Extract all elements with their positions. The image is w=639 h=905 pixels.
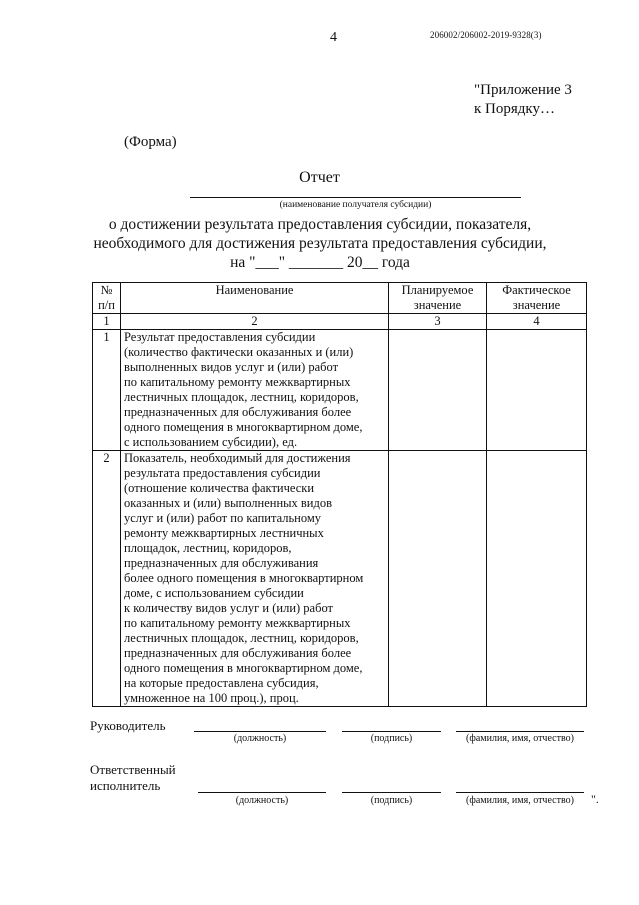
table-column-numbers-row bbox=[93, 314, 587, 330]
report-title: Отчет bbox=[299, 169, 340, 186]
description-line: одного помещения в многоквартирном доме, bbox=[124, 420, 363, 434]
subtitle-line-1: о достижении результата предоставления субсидии, показателя, bbox=[108, 216, 532, 233]
row-number: 2 bbox=[93, 451, 121, 707]
head-label: Руководитель bbox=[90, 718, 166, 733]
header-actual: Фактическое значение bbox=[487, 283, 587, 314]
executor-position-caption: (должность) bbox=[235, 795, 289, 806]
header-number: № п/п bbox=[93, 283, 121, 314]
description-line: услуг и (или) работ по капитальному bbox=[124, 511, 322, 525]
report-subtitle bbox=[60, 215, 580, 272]
description-line: оказанных и (или) выполненных видов bbox=[124, 496, 333, 510]
executor-signature-caption: (подпись) bbox=[370, 795, 413, 806]
description-line: к количеству видов услуг и (или) работ bbox=[124, 601, 334, 615]
document-id: 206002/206002-2019-9328(3) bbox=[430, 30, 542, 40]
description-line: выполненных видов услуг и (или) работ bbox=[124, 360, 339, 374]
report-table bbox=[92, 282, 587, 707]
recipient-name-line bbox=[190, 197, 521, 198]
appendix-line-1: "Приложение 3 bbox=[474, 82, 572, 98]
executor-signature-line bbox=[342, 792, 441, 793]
description-line: умноженное на 100 проц.), проц. bbox=[124, 691, 299, 705]
description-line: доме, с использованием субсидии bbox=[124, 586, 304, 600]
description-line: (отношение количества фактически bbox=[124, 481, 315, 495]
description-line: (количество фактически оказанных и (или) bbox=[124, 345, 354, 359]
description-line: лестничных площадок, лестниц, коридоров, bbox=[124, 390, 359, 404]
description-line: с использованием субсидии), ед. bbox=[124, 435, 298, 449]
subtitle-date-line: на "___" _______ 20__ года bbox=[230, 254, 410, 271]
head-position-line bbox=[194, 731, 326, 732]
appendix-line-2: к Порядку… bbox=[474, 101, 555, 117]
column-number: 2 bbox=[121, 314, 389, 330]
row-description bbox=[121, 451, 389, 707]
planned-value-cell bbox=[389, 451, 487, 707]
head-name-line bbox=[456, 731, 584, 732]
description-line: одного помещения в многоквартирном доме, bbox=[124, 661, 363, 675]
executor-position-line bbox=[198, 792, 326, 793]
head-name-caption: (фамилия, имя, отчество) bbox=[466, 733, 574, 744]
column-number: 1 bbox=[93, 314, 121, 330]
executor-label bbox=[90, 762, 176, 794]
description-line: результата предоставления субсидии bbox=[124, 466, 321, 480]
executor-label-line-2: исполнитель bbox=[90, 778, 161, 793]
table-row bbox=[93, 451, 587, 707]
description-line: Показатель, необходимый для достижения bbox=[124, 451, 351, 465]
description-line: на которые предоставлена субсидия, bbox=[124, 676, 319, 690]
page-number: 4 bbox=[330, 30, 337, 45]
head-signature-line bbox=[342, 731, 441, 732]
executor-label-line-1: Ответственный bbox=[90, 762, 176, 777]
header-name: Наименование bbox=[121, 283, 389, 314]
description-line: предназначенных для обслуживания более bbox=[124, 405, 352, 419]
description-line: более одного помещения в многоквартирном bbox=[124, 571, 364, 585]
description-line: ремонту межквартирных лестничных bbox=[124, 526, 324, 540]
header-planned: Планируемое значение bbox=[389, 283, 487, 314]
row-number: 1 bbox=[93, 330, 121, 451]
actual-value-cell bbox=[487, 330, 587, 451]
description-line: по капитальному ремонту межквартирных bbox=[124, 616, 351, 630]
description-line: лестничных площадок, лестниц, коридоров, bbox=[124, 631, 359, 645]
head-position-caption: (должность) bbox=[233, 733, 287, 744]
planned-value-cell bbox=[389, 330, 487, 451]
executor-name-line bbox=[456, 792, 584, 793]
row-description bbox=[121, 330, 389, 451]
description-line: по капитальному ремонту межквартирных bbox=[124, 375, 351, 389]
description-line: предназначенных для обслуживания более bbox=[124, 646, 352, 660]
table-row bbox=[93, 330, 587, 451]
description-line: Результат предоставления субсидии bbox=[124, 330, 316, 344]
subtitle-line-2: необходимого для достижения результата предоставления субсидии, bbox=[93, 235, 547, 252]
head-signature-caption: (подпись) bbox=[370, 733, 413, 744]
column-number: 3 bbox=[389, 314, 487, 330]
form-label: (Форма) bbox=[124, 134, 177, 150]
actual-value-cell bbox=[487, 451, 587, 707]
table-header-row bbox=[93, 283, 587, 314]
recipient-name-caption: (наименование получателя субсидии) bbox=[279, 200, 432, 210]
description-line: предназначенных для обслуживания bbox=[124, 556, 319, 570]
column-number: 4 bbox=[487, 314, 587, 330]
appendix-reference bbox=[474, 81, 572, 119]
executor-name-caption: (фамилия, имя, отчество) bbox=[466, 795, 574, 806]
description-line: площадок, лестниц, коридоров, bbox=[124, 541, 292, 555]
closing-quote: ". bbox=[591, 792, 599, 806]
